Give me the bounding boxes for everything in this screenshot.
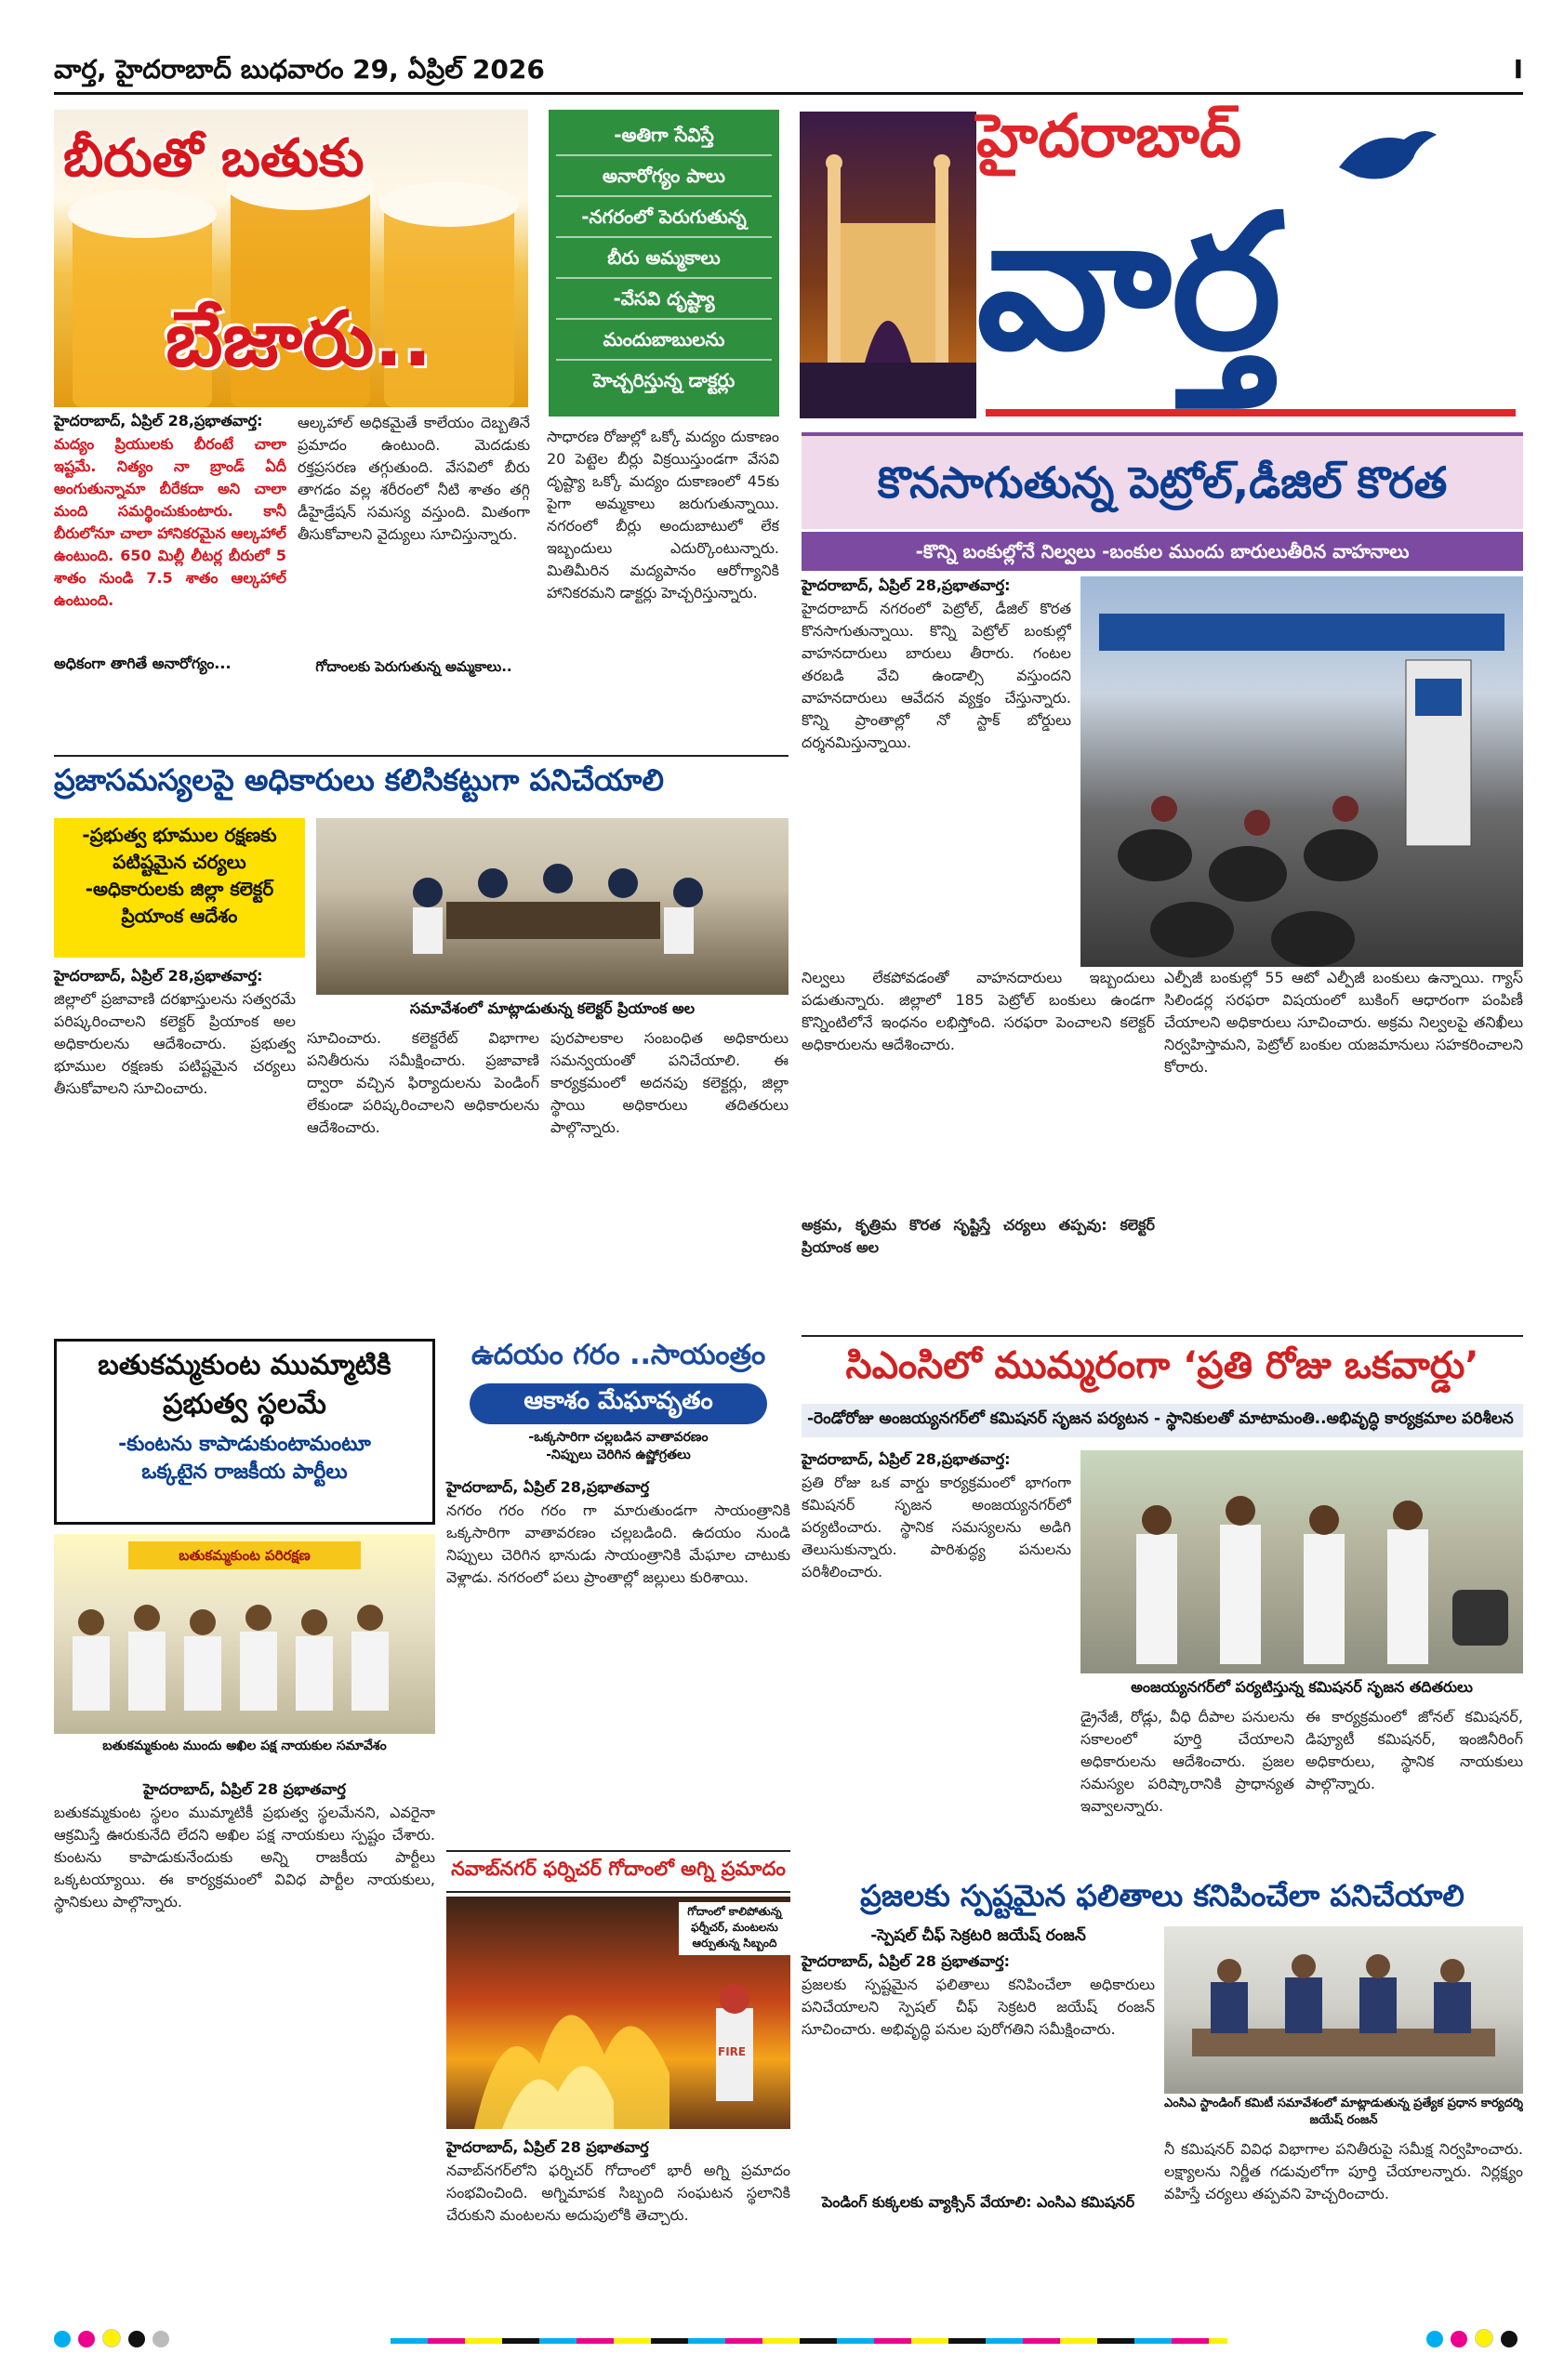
- charminar-icon: [800, 112, 976, 418]
- bathukamma-body-text: బతుకమ్మకుంట స్థలం ముమ్మాటికీ ప్రభుత్వ స్థలమేనని, ఎవరైనా ఆక్రమిస్తే ఊరుకునేది లేదని అఖిల పక్ష నాయకులు స్పష్టం చేశారు. కుంటను కాపాడుకునేందుకు అన్ని రాజకీయ పార్టీలు ఒక్కటయ్యాయి. ఈ కార్యక్రమంలో వివిధ పార్టీల నాయకులు, స్థానికులు పాల్గొన్నారు.: [54, 1804, 435, 1911]
- results-column-1: [802, 1952, 1155, 2310]
- beer-column-2-caption: గోదాంలకు పెరుగుతున్న అమ్మకాలు..: [315, 658, 512, 675]
- beer-point-7: హెచ్చరిస్తున్న డాక్టర్లు: [592, 369, 736, 391]
- beer-column-2-text: ఆల్కహాల్ అధికమైతే కాలేయం దెబ్బతినే ప్రమాదం ఉంటుంది. మెదడుకు రక్తప్రసరణ తగ్గుతుంది. వేసవిలో బీరు తాగడం వల్ల శరీరంలో నీటి శాతం తగ్గి డీహైడ్రేషన్ సమస్య వస్తుంది. మితంగా తీసుకోవాలని వైద్యులు సూచిస్తున్నారు.: [298, 414, 530, 543]
- brand-underline: [986, 409, 1516, 416]
- ghmc-dateline: హైదరాబాద్, ఏప్రిల్ 28,ప్రభాతవార్త:: [802, 1450, 1011, 1468]
- registration-dot-magenta: [78, 2331, 95, 2347]
- brand-city: హైదరాబాద్: [976, 102, 1242, 171]
- collector-points-box: [54, 818, 305, 958]
- weather-title2: ఆకాశం మేఘావృతం: [470, 1383, 767, 1424]
- bathukamma-banner: బతుకమ్మకుంట పరిరక్షణ: [128, 1541, 361, 1569]
- results-column-1-text: ప్రజలకు స్పష్టమైన ఫలితాలు కనిపించేలా అధికారులు పనిచేయాలని స్పెషల్ చీఫ్ సెక్రటరి జయేష్ రంజన్ సూచించారు. అభివృద్ధి పనుల పురోగతిని సమీక్షించారు.: [802, 1976, 1155, 2038]
- bathukamma-sub-line2: ఒక్కటైన రాజకీయ పార్టీలు: [141, 1461, 348, 1484]
- petrol-subtitle: -కొన్ని బంకుల్లోనే నిల్వలు -బంకుల ముందు బారులుతీరిన వాహనాలు: [915, 540, 1410, 562]
- beer-column-3: సాధారణ రోజుల్లో ఒక్కో మద్యం దుకాణం 20 పెట్టెల బీర్లు విక్రయిస్తుండగా వేసవి దృష్ట్యా ఒక్కో మద్యం దుకాణంలో 45కు పైగా అమ్మకాలు జరుగుతున్నాయి. నగరంలో బీర్లు అందుబాటులో లేక ఇబ్బందులు ఎదుర్కొంటున్నారు. మితిమీరిన మద్యపానం ఆరోగ్యానికి హానికరమని డాక్టర్లు హెచ్చరిస్తున్నారు.: [547, 428, 779, 602]
- fire-inset-caption: గోదాంలో కాలిపోతున్న ఫర్నీచర్, మంటలను ఆర్పుతున్న సిబ్బంది: [679, 1902, 790, 1955]
- beer-point-3: -నగరంలో పెరుగుతున్న: [556, 197, 772, 238]
- dove-icon: [1330, 121, 1441, 199]
- petrol-column-2-subhead: అక్రమ, కృత్రిమ కొరత సృష్టిస్తే చర్యలు తప్పవు: కలెక్టర్ ప్రియాంక అల: [802, 1216, 1155, 1256]
- petrol-title: కొనసాగుతున్న పెట్రోల్,డీజిల్ కొరత: [877, 457, 1448, 508]
- registration-dot-black-2: [1501, 2331, 1518, 2347]
- collector-point-2: పటిష్టమైన చర్యలు: [113, 851, 246, 873]
- registration-dot-yellow: [102, 2329, 121, 2347]
- collector-point-3: -అధికారులకు జిల్లా కలెక్టర్: [85, 878, 274, 900]
- beer-dateline: హైదరాబాద్, ఏప్రిల్ 28,ప్రభాతవార్త:: [54, 412, 263, 430]
- collector-point-1: -ప్రభుత్వ భూముల రక్షణకు: [82, 824, 277, 846]
- ghmc-column-3: ఈ కార్యక్రమంలో జోనల్ కమిషనర్, డిప్యూటీ కమిషనర్, ఇంజినీరింగ్ అధికారులు, స్థానిక నాయకులు పాల్గొన్నారు.: [1306, 1708, 1523, 1792]
- results-column-1-subhead: పెండింగ్ కుక్కలకు వ్యాక్సిన్ వేయాలి: ఎంసిఎ కమిషనర్: [821, 2193, 1135, 2211]
- ghmc-column-1-text: ప్రతి రోజు ఒక వార్డు కార్యక్రమంలో భాగంగా కమిషనర్ సృజన అంజయ్యనగర్‌లో పర్యటించారు. స్థానిక సమస్యలను అడిగి తెలుసుకున్నారు. పారిశుద్ధ్య పనులను పరిశీలించారు.: [802, 1474, 1071, 1580]
- registration-dot-magenta-2: [1451, 2331, 1467, 2347]
- fire-label: FIRE: [718, 2045, 747, 2058]
- ghmc-top-rule: [802, 1335, 1523, 1337]
- collector-title: ప్రజాసమస్యలపై అధికారులు కలిసికట్టుగా పనిచేయాలి: [54, 762, 664, 798]
- weather-body-text: నగరం గరం గరం గా మారుతుండగా సాయంత్రానికి ఒక్కసారిగా వాతావరణం చల్లబడింది. ఉదయం నుండి నిప్పులు చెరిగిన భానుడు సాయంత్రానికి మేఘాల చాటుకు వెళ్లాడు. నగరంలో పలు ప్రాంతాల్లో జల్లులు కురిశాయి.: [446, 1501, 790, 1586]
- brand-name: వార్త: [976, 175, 1282, 391]
- footer-color-marks-left: [54, 2329, 333, 2357]
- petrol-dateline: హైదరాబాద్, ఏప్రిల్ 28,ప్రభాతవార్త:: [802, 576, 1011, 594]
- results-photo-caption: ఎంసిఎ స్టాండింగ్ కమిటీ సమావేశంలో మాట్లాడుతున్న ప్రత్యేక ప్రధాన కార్యదర్శి జయేష్ రంజన్: [1164, 2096, 1523, 2127]
- collector-top-rule: [54, 755, 789, 757]
- bathukamma-title-line1: బతుకమ్మకుంట ముమ్మాటికి: [98, 1349, 391, 1382]
- fire-photo: [446, 1897, 790, 2129]
- petrol-pump-illustration: [1080, 576, 1523, 967]
- collector-photo-caption: సమావేశంలో మాట్లాడుతున్న కలెక్టర్ ప్రియాంక అల: [409, 999, 696, 1017]
- weather-title: ఉదయం గరం ..సాయంత్రం: [471, 1339, 766, 1371]
- results-title: ప్రజలకు స్పష్టమైన ఫలితాలు కనిపించేలా పనిచేయాలి: [860, 1878, 1465, 1913]
- collector-dateline: హైదరాబాద్, ఏప్రిల్ 28,ప్రభాతవార్త:: [54, 967, 263, 985]
- masthead-bar: [54, 54, 1523, 95]
- beer-story: [54, 110, 779, 751]
- registration-dot-yellow-2: [1475, 2329, 1493, 2347]
- results-meeting-photo: [1164, 1926, 1523, 2094]
- officials-walking-illustration: [1080, 1450, 1523, 1673]
- bathukamma-title-line2: ప్రభుత్వ స్థలమే: [163, 1388, 326, 1421]
- results-column-2: నీ కమిషనర్ వివిధ విభాగాల పనితీరుపై సమీక్ష నిర్వహించారు. లక్ష్యాలను నిర్ణీత గడువులోగా పూర్తి చేయాలన్నారు. నిర్లక్ష్యం వహిస్తే చర్యలు తప్పవని హెచ్చరించారు.: [1164, 2140, 1523, 2202]
- petrol-queue-photo: [1080, 576, 1523, 967]
- petrol-column-3: ఎల్పీజీ బంకుల్లో 55 ఆటో ఎల్పీజీ బంకులు ఉన్నాయి. గ్యాస్ సిలిండర్ల సరఫరా విషయంలో బుకింగ్ ఆధారంగా పంపిణీ చేయాలని అధికారులు సూచించారు. అక్రమ నిల్వలపై తనిఖీలు నిర్వహిస్తామని, పెట్రోల్ బంకుల యజమానులు సహకరించాలని కోరారు.: [1164, 969, 1523, 1076]
- bathukamma-headline-box: [54, 1339, 435, 1525]
- petrol-subtitle-bar: [802, 532, 1523, 571]
- ghmc-title: సిఎంసిలో ముమ్మరంగా ‘ప్రతి రోజు ఒకవార్డు’: [845, 1344, 1479, 1387]
- bathukamma-dateline: హైదరాబాద్, ఏప్రిల్ 28 ప్రభాతవార్త: [143, 1780, 346, 1798]
- bathukamma-photo-caption: బతుకమ్మకుంట ముందు అఖిల పక్ష నాయకుల సమావేశం: [102, 1739, 387, 1753]
- beer-column-2: [298, 412, 530, 654]
- ghmc-subtitle: -రెండోరోజు అంజయ్యనగర్‌లో కమిషనర్ సృజన పర్యటన - స్థానికులతో మాటామంతి..అభివృద్ధి కార్యక్రమాల పరిశీలన: [802, 1404, 1523, 1437]
- bathukamma-photo: [54, 1534, 435, 1734]
- registration-dot-gray: [152, 2331, 169, 2347]
- masthead-text: వార్త, హైదరాబాద్ బుధవారం 29, ఏప్రిల్ 2026: [54, 54, 545, 85]
- results-dateline: హైదరాబాద్, ఏప్రిల్ 28 ప్రభాతవార్త:: [802, 1952, 1011, 1970]
- meeting-table-illustration: [316, 818, 789, 995]
- registration-dot-black: [128, 2331, 145, 2347]
- beer-point-1: -అతిగా సేవిస్తే: [556, 115, 772, 156]
- fire-body-text: నవాబ్‌నగర్‌లోని ఫర్నిచర్ గోదాంలో భారీ అగ్ని ప్రమాదం సంభవించింది. అగ్నిమాపక సిబ్బంది సంఘటన స్థలానికి చేరుకుని మంటలను అదుపులోకి తెచ్చారు.: [446, 2162, 790, 2224]
- bathukamma-body: [54, 1780, 435, 2306]
- beer-point-2: అనారోగ్యం పాలు: [556, 156, 772, 197]
- beer-column-1: [54, 412, 286, 747]
- beer-photo: [54, 110, 528, 407]
- beer-point-4: బీరు అమ్మకాలు: [556, 238, 772, 279]
- ghmc-column-1: [802, 1450, 1071, 1869]
- petrol-column-2: [802, 967, 1155, 1329]
- charminar-photo: [800, 112, 976, 418]
- beer-points-box: [549, 110, 779, 416]
- collector-column-1: [54, 967, 296, 1329]
- ghmc-photo-caption: అంజయ్యనగర్‌లో పర్యటిస్తున్న కమిషనర్ సృజన తదితరులు: [1131, 1678, 1473, 1696]
- beer-lead: మద్యం ప్రియులకు బీరంటే చాలా ఇష్టమే. నిత్యం నా బ్రాండ్ ఏదీ అంగుతున్నామా బీరేకదా అని చాలా మంది సమర్థించుకుంటారు. కానీ బీరులోనూ చాలా హానికరమైన ఆల్కహాల్ ఉంటుంది. 650 మిల్లీ లీటర్ల బీరులో 5 శాతం నుండి 7.5 శాతం ఆల్కహాల్ ఉంటుంది.: [54, 435, 286, 609]
- beer-point-5: -వేసవి దృష్ట్యా: [556, 279, 772, 320]
- beer-subhead: అధికంగా తాగితే అనారోగ్యం...: [54, 654, 232, 672]
- fire-dateline: హైదరాబాద్, ఏప్రిల్ 28 ప్రభాతవార్త: [446, 2138, 649, 2156]
- weather-headline: [446, 1339, 790, 1469]
- bathukamma-sub-line1: -కుంటను కాపాడుకుంటామంటూ: [118, 1433, 371, 1456]
- weather-sub1: -ఒక్కసారిగా చల్లబడిన వాతావరణం: [528, 1430, 709, 1445]
- weather-sub2: -నిప్పులు చెరిగిన ఉష్ణోగ్రతలు: [546, 1448, 691, 1462]
- ghmc-column-2: డ్రైనేజీ, రోడ్లు, వీధి దీపాల పనులను సకాలంలో పూర్తి చేయాలని అధికారులను ఆదేశించారు. ప్రజల సమస్యల పరిష్కారానికి ప్రాధాన్యత ఇవ్వాలన్నారు.: [1080, 1708, 1294, 1815]
- fire-title: నవాబ్‌నగర్ ఫర్నిచర్ గోదాంలో అగ్ని ప్రమాదం: [446, 1850, 790, 1893]
- page-number: I: [1513, 54, 1523, 85]
- beer-title-line1: బీరుతో బతుకు: [63, 128, 364, 189]
- petrol-column-2-text: నిల్వలు లేకపోవడంతో వాహనదారులు ఇబ్బందులు పడుతున్నారు. జిల్లాలో 185 పెట్రోల్ బంకులు ఉండగా కొన్నింటిలోనే ఇంధనం లభిస్తోంది. సరఫరా పెంచాలని కలెక్టర్ అధికారులను ఆదేశించారు.: [802, 969, 1155, 1053]
- petrol-column-1: [802, 576, 1071, 958]
- collector-column-1-text: జిల్లాలో ప్రజావాణి దరఖాస్తులను సత్వరమే పరిష్కరించాలని కలెక్టర్ ప్రియాంక అల అధికారులను ఆదేశించారు. ప్రభుత్వ భూముల రక్షణకు పటిష్టమైన చర్యలు తీసుకోవాలని సూచించారు.: [54, 990, 296, 1097]
- weather-dateline: హైదరాబాద్, ఏప్రిల్ 28,ప్రభాతవార్త: [446, 1478, 650, 1496]
- ghmc-visit-photo: [1080, 1450, 1523, 1673]
- registration-dot-cyan: [54, 2331, 71, 2347]
- collector-column-3: పురపాలకాల సంబంధిత అధికారులు సమన్వయంతో పనిచేయాలి. ఈ కార్యక్రమంలో అదనపు కలెక్టర్లు, జిల్లా స్థాయి అధికారులు తదితరులు పాల్గొన్నారు.: [550, 1029, 789, 1136]
- fire-body: [446, 2138, 790, 2306]
- weather-body: [446, 1478, 790, 1841]
- footer-rule: [391, 2338, 1227, 2344]
- results-subtitle: -స్పెషల్ చీఫ్ సెక్రటరి జయేష్ రంజన్: [870, 1926, 1086, 1945]
- collector-point-4: ప్రియాంక ఆదేశం: [121, 905, 238, 927]
- beer-point-6: మందుబాబులను: [556, 320, 772, 361]
- petrol-column-1-text: హైదరాబాద్ నగరంలో పెట్రోల్, డీజిల్ కొరత కొనసాగుతున్నాయి. కొన్ని పెట్రోల్ బంకుల్లో వాహనదారులు బారులు తీరారు. గంటల తరబడి వేచి ఉండాల్సి వస్తుందని వాహనదారులు ఆవేదన వ్యక్తం చేస్తున్నారు. కొన్ని ప్రాంతాల్లో నో స్టాక్ బోర్డులు దర్శనమిస్తున్నాయి.: [802, 600, 1071, 751]
- officials-meeting-illustration: [1164, 1926, 1523, 2094]
- collector-meeting-photo: [316, 818, 789, 995]
- petrol-title-bar: [802, 432, 1523, 529]
- footer-color-marks-right: [1274, 2329, 1525, 2357]
- brand-block: [790, 102, 1525, 428]
- collector-column-2: సూచించారు. కలెక్టరేట్ విభాగాల పనితీరును సమీక్షించారు. ప్రజావాణి ద్వారా వచ్చిన ఫిర్యాదులను పెండింగ్ లేకుండా పరిష్కరించాలని అధికారులను ఆదేశించారు.: [307, 1029, 539, 1136]
- beer-title-line2: బేజారు..: [166, 296, 432, 384]
- registration-dot-cyan-2: [1426, 2331, 1443, 2347]
